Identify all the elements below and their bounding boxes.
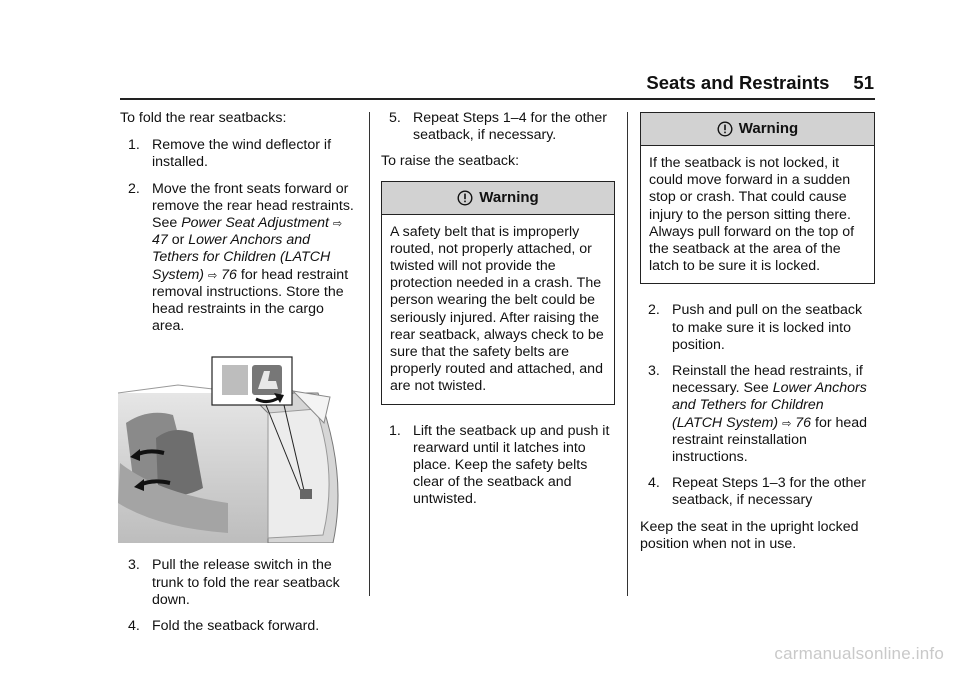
warning-header [641,113,874,146]
warning-box [640,112,875,284]
intro-text: To fold the rear seatbacks: [120,110,287,126]
page-ref-number[interactable]: 76 [795,414,812,431]
raise-heading: To raise the seatback: [381,153,520,170]
list-item: 4. Repeat Steps 1–3 for the other seatback, if necessary [648,475,867,509]
fold-steps-list-3 [381,110,615,144]
column-3 [640,110,875,563]
list-item: 2. Push and pull on the seatback to make sure it is locked into position. [648,302,863,353]
page-number: 51 [853,72,874,93]
list-item: 3. Reinstall the head restraints, if necessary. See Lower Anchors and Tethers for Children (LATCH System) ⇨ 76 for head restraint reinstallation instructions. [648,363,868,466]
warning-title: Warning [738,120,799,138]
outro-text: Keep the seat in the upright locked position when not in use. [640,518,859,552]
list-item: 4. Fold the seatback forward. [128,618,320,635]
cross-reference-link[interactable]: Lower Anchors and Tethers for Children (LATCH System) [672,380,867,431]
watermark-text: carmanualsonline.info [774,644,944,663]
cross-reference-link[interactable]: Power Seat Adjustment [181,215,329,232]
column-divider-2 [627,112,628,596]
trunk-release-illustration [118,353,350,543]
list-item: 3. Pull the release switch in the trunk to fold the rear seatback down. [128,557,340,608]
list-item: 2. Move the front seats forward or remove the rear head restraints. See Power Seat Adjustment ⇨ 47 or Lower Anchors and Tethers for Children (LATCH System) ⇨ 76 for head restraint removal instructions. Store the head restraints in the cargo area. [128,180,354,335]
page-ref-icon: ⇨ [782,416,792,430]
raise-steps-list-2 [640,302,875,509]
cross-reference-link[interactable]: Lower Anchors and Tethers for Children (LATCH System) [152,232,331,283]
warning-body: If the seatback is not locked, it could move forward in a sudden stop or crash. That could cause injury to the person sitting there. Always pull forward on the top of the seatback at the area of the latch to be sure it is locked. [649,155,855,275]
warning-icon [457,190,473,206]
list-item: 1. Lift the seatback up and push it rearward until it latches into place. Keep the safety belts clear of the seatback and untwisted. [389,422,610,508]
column-2 [381,110,615,518]
fold-steps-list [120,137,358,335]
raise-steps-list [381,423,615,509]
seat-release-diagram [118,353,350,543]
fold-steps-list-2 [120,557,358,635]
warning-header [382,182,614,215]
page-ref-icon: ⇨ [332,217,343,231]
warning-title: Warning [479,189,539,206]
column-divider-1 [369,112,370,596]
warning-body: A safety belt that is improperly routed, not properly attached, or twisted will not provide the protection needed in a crash. The person wearing the belt could be seriously injured. After raising the rear seatback, always check to be sure that the safety belts are properly routed and attached, and are not twisted. [390,223,604,395]
page-header [646,72,874,94]
page-ref-number[interactable]: 76 [221,266,237,283]
warning-box [381,181,615,405]
list-item: 1. Remove the wind deflector if installed. [128,137,332,171]
section-title: Seats and Restraints [646,72,830,93]
page-ref-number[interactable]: 47 [152,232,168,249]
list-item: 5. Repeat Steps 1–4 for the other seatback, if necessary. [389,110,608,144]
column-1 [120,110,358,644]
header-rule [120,98,875,100]
page-ref-icon: ⇨ [207,268,218,282]
warning-icon [717,121,733,137]
